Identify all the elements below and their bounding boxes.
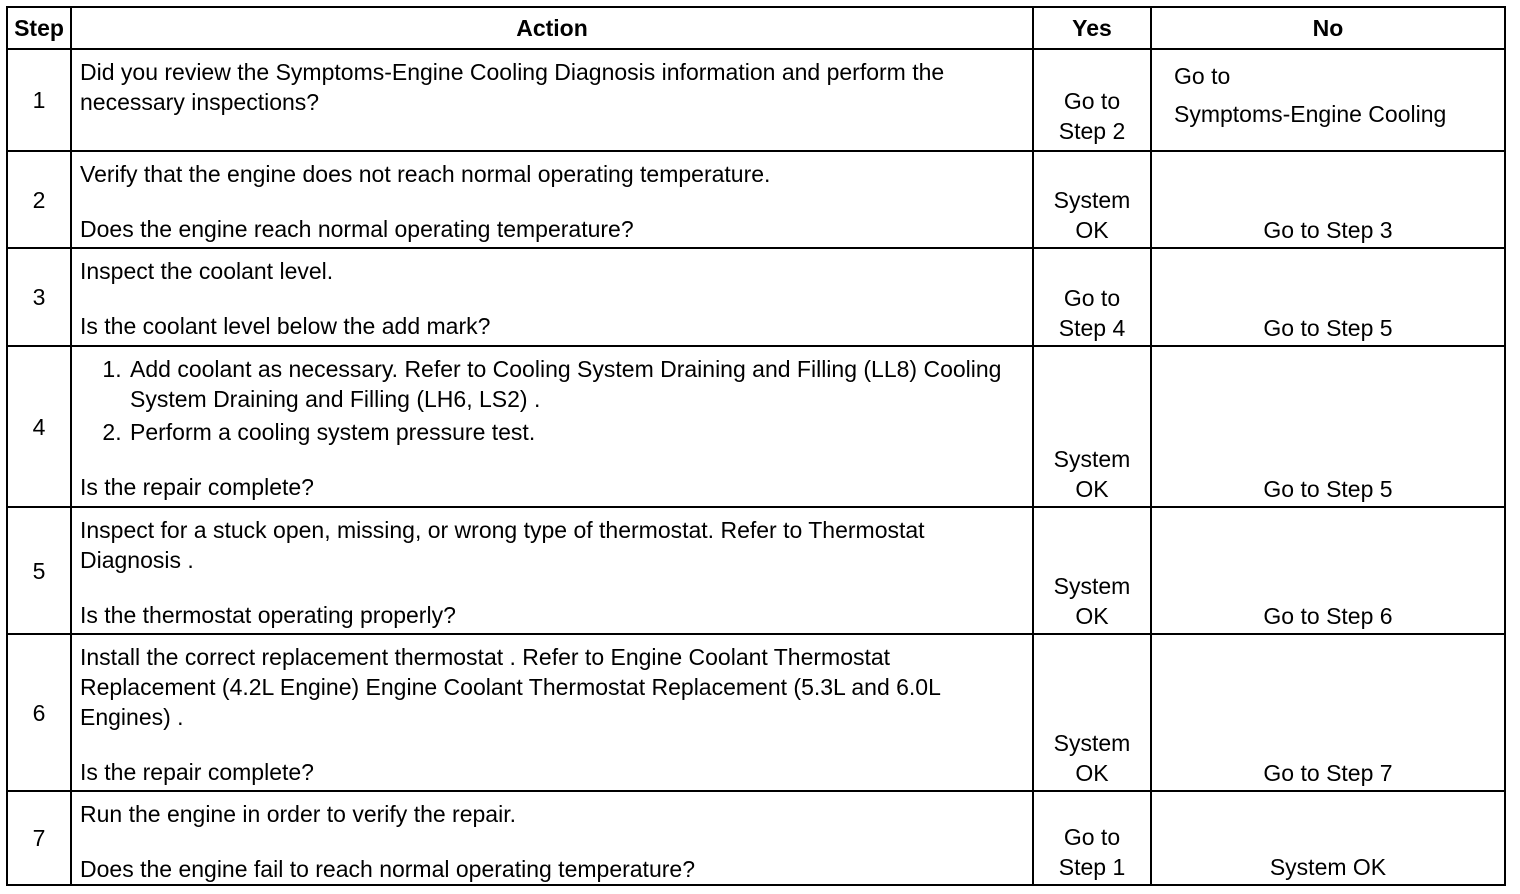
no-cell [1152, 792, 1504, 884]
step-number: 5 [32, 557, 46, 584]
yes-text: OK [1075, 217, 1109, 243]
step-number: 1 [32, 87, 46, 113]
no-cell [1152, 508, 1504, 633]
yes-text: System [1053, 730, 1131, 756]
action-text: Verify that the engine does not reach normal operating temperature. [80, 161, 771, 187]
action-text: Inspect the coolant level. [80, 258, 334, 284]
action-question: Does the engine fail to reach normal operating temperature? [80, 856, 695, 882]
action-list-item: 2. Perform a cooling system pressure test. [128, 417, 1024, 447]
action-text: Did you review the Symptoms-Engine Cooling Diagnosis information and perform the necessary inspections? [80, 59, 945, 115]
yes-link-step[interactable]: Step 4 [1058, 315, 1126, 341]
no-link-symptoms-engine-cooling[interactable]: Symptoms-Engine Cooling [1174, 101, 1447, 127]
no-link-step[interactable]: Go to Step 6 [1263, 603, 1393, 629]
action-text: Install the correct replacement thermostat . Refer to Engine Coolant Thermostat Replacement (4.2L Engine) Engine Coolant Thermostat Replacement (5.3L and 6.0L Engines) . [80, 644, 941, 730]
yes-cell [1034, 347, 1150, 506]
yes-cell [1034, 152, 1150, 247]
yes-text: System [1053, 573, 1131, 599]
action-cell [72, 635, 1032, 790]
yes-text: System [1053, 446, 1131, 472]
yes-cell [1034, 249, 1150, 345]
action-cell [72, 508, 1032, 633]
no-cell [1152, 50, 1504, 150]
yes-cell [1034, 508, 1150, 633]
no-text: System OK [1269, 854, 1387, 880]
diagnostic-table [6, 6, 1506, 886]
yes-text: OK [1075, 603, 1109, 629]
no-link-step[interactable]: Go to Step 5 [1263, 476, 1393, 502]
no-cell [1152, 347, 1504, 506]
no-cell [1152, 635, 1504, 790]
header-no: No [1312, 15, 1344, 41]
yes-link-step[interactable]: Go to [1063, 285, 1121, 311]
yes-text: OK [1075, 760, 1109, 786]
action-question: Is the repair complete? [80, 759, 314, 785]
yes-cell [1034, 792, 1150, 884]
action-question: Does the engine reach normal operating temperature? [80, 216, 634, 242]
no-cell [1152, 249, 1504, 345]
yes-text: OK [1075, 476, 1109, 502]
yes-cell [1034, 635, 1150, 790]
no-cell [1152, 152, 1504, 247]
no-text: Go to [1174, 63, 1231, 89]
yes-text: Go to [1063, 88, 1121, 114]
action-question: Is the repair complete? [80, 474, 314, 500]
no-link-step[interactable]: Go to Step 3 [1263, 217, 1393, 243]
action-cell [72, 792, 1032, 884]
step-number: 2 [32, 186, 46, 213]
yes-text: System [1053, 187, 1131, 213]
action-question: Is the coolant level below the add mark? [80, 313, 491, 339]
yes-link-step[interactable]: Step 1 [1058, 854, 1126, 880]
step-number: 3 [32, 284, 46, 310]
step-number: 7 [32, 825, 46, 851]
no-link-step[interactable]: Go to Step 5 [1263, 315, 1393, 341]
action-cell [72, 152, 1032, 247]
yes-link-step[interactable]: Go to [1063, 824, 1121, 850]
action-cell [72, 249, 1032, 345]
action-list-item: 1. Add coolant as necessary. Refer to Cooling System Draining and Filling (LL8) Cooling System Draining and Filling (LH6, LS2) . [128, 354, 1024, 414]
action-question: Is the thermostat operating properly? [80, 602, 456, 628]
yes-cell [1034, 50, 1150, 150]
action-text: Run the engine in order to verify the repair. [80, 801, 516, 827]
action-list [80, 354, 1024, 447]
yes-text: Step 2 [1058, 118, 1126, 144]
no-link-step[interactable]: Go to Step 7 [1263, 760, 1393, 786]
action-text: Inspect for a stuck open, missing, or wrong type of thermostat. Refer to Thermostat Diagnosis . [80, 517, 925, 573]
action-cell [72, 347, 1032, 506]
header-yes: Yes [1072, 15, 1112, 41]
action-cell [72, 50, 1032, 150]
header-action: Action [516, 15, 588, 41]
step-number: 6 [32, 699, 46, 726]
header-step: Step [14, 15, 64, 41]
step-number: 4 [32, 413, 46, 440]
